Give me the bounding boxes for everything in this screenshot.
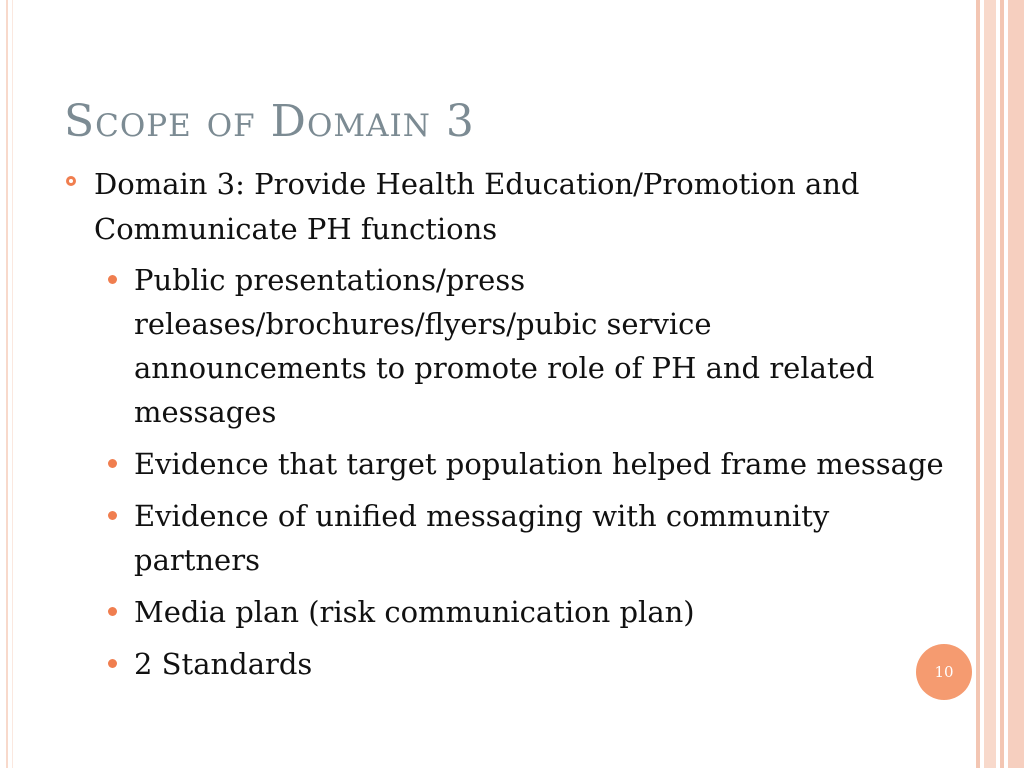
sub-bullet-list (106, 258, 946, 686)
sub-bullet (106, 494, 946, 582)
sub-bullet (106, 642, 946, 686)
main-bullet (66, 162, 946, 252)
dot-bullet-icon (108, 659, 117, 668)
sub-bullet (106, 590, 946, 634)
stripe (1000, 0, 1004, 768)
sub-bullet-text: Evidence that target population helped frame message (134, 447, 944, 481)
circle-bullet-icon (66, 176, 76, 186)
stripe (984, 0, 996, 768)
dot-bullet-icon (108, 275, 117, 284)
left-border-line-thin (12, 0, 13, 768)
dot-bullet-icon (108, 459, 117, 468)
main-bullet-text: Domain 3: Provide Health Education/Promotion and Communicate PH functions (94, 167, 860, 246)
left-border-line (6, 0, 8, 768)
page-number-badge: 10 (916, 644, 972, 700)
stripe (976, 0, 980, 768)
dot-bullet-icon (108, 607, 117, 616)
stripe (1008, 0, 1024, 768)
sub-bullet-text: Media plan (risk communication plan) (134, 595, 695, 629)
sub-bullet-text: Public presentations/press releases/brochures/flyers/pubic service announcements to promote role of PH and related messages (134, 263, 875, 429)
sub-bullet (106, 442, 946, 486)
sub-bullet (106, 258, 946, 434)
slide-content (66, 162, 946, 694)
slide-title: Scope of Domain 3 (64, 96, 475, 147)
decorative-stripes (976, 0, 1024, 768)
sub-bullet-text: Evidence of unified messaging with community partners (134, 499, 830, 577)
sub-bullet-text: 2 Standards (134, 647, 313, 681)
dot-bullet-icon (108, 511, 117, 520)
